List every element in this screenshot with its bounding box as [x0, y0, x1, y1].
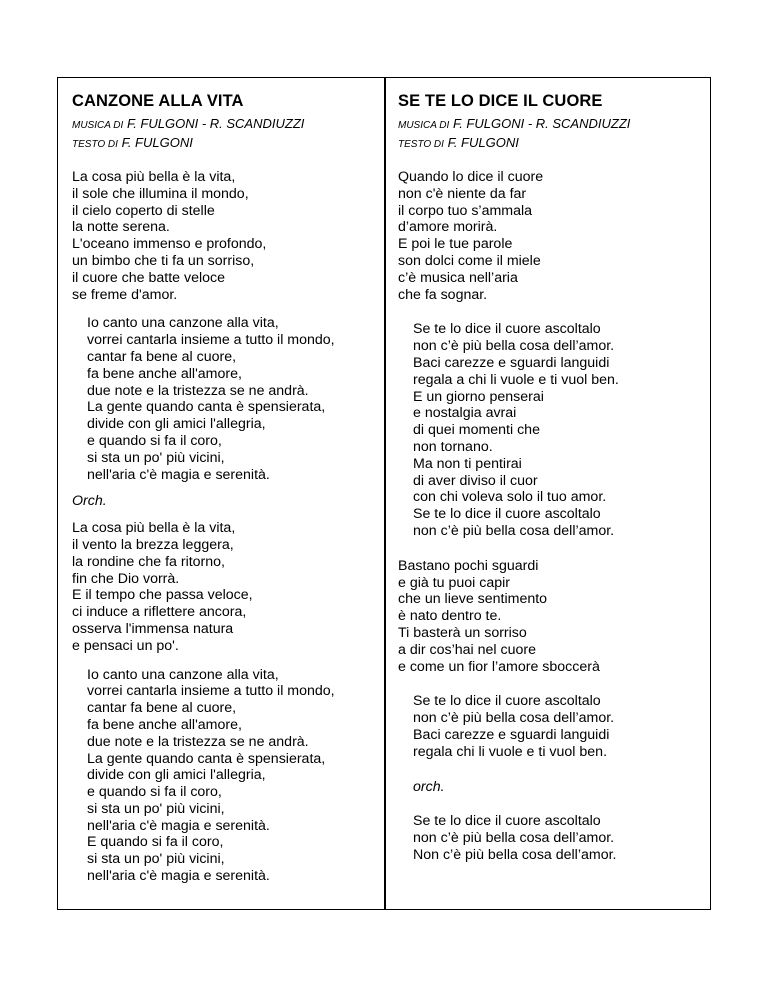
lyric-line: nell'aria c'è magia e serenità. — [87, 868, 270, 885]
verse-stanza — [72, 169, 377, 303]
lyric-line: e già tu puoi capir — [398, 574, 510, 591]
lyric-line: di aver diviso il cuor — [413, 472, 538, 489]
lyric-line: Quando lo dice il cuore — [398, 169, 544, 185]
music-credit-prefix: MUSICA DI — [72, 120, 124, 131]
lyric-line: divide con gli amici l'allegria, — [87, 416, 266, 433]
lyric-line: se freme d'amor. — [72, 286, 178, 303]
lyric-line: la notte serena. — [72, 219, 170, 236]
lyric-line: Se te lo dice il cuore ascoltalo — [413, 321, 601, 338]
lyric-line: di quei momenti che — [413, 422, 540, 439]
lyric-line: non c’è più bella cosa dell’amor. — [413, 830, 615, 847]
lyrics-credit — [72, 134, 377, 153]
lyric-line: e come un fior l’amore sboccerà — [398, 658, 600, 675]
lyric-line: due note e la tristezza se ne andrà. — [87, 733, 309, 750]
chorus-stanza — [398, 813, 703, 863]
lyric-line: Se te lo dice il cuore ascoltalo — [413, 506, 601, 523]
lyric-line: La gente quando canta è spensierata, — [87, 399, 326, 416]
lyric-line: che fa sognar. — [398, 286, 488, 303]
lyric-line: orch. — [413, 778, 445, 795]
lyric-line: Bastano pochi sguardi — [398, 557, 539, 574]
chorus-stanza — [72, 315, 377, 483]
lyric-line: vorrei cantarla insieme a tutto il mondo, — [87, 683, 335, 700]
lyric-line: non tornano. — [413, 438, 493, 455]
lyric-line: e quando si fa il coro, — [87, 432, 222, 449]
lyric-line: e pensaci un po'. — [72, 637, 179, 654]
lyric-line: e quando si fa il coro, — [87, 784, 222, 801]
music-credit-names: F. FULGONI - R. SCANDIUZZI — [126, 116, 305, 131]
lyric-line: non c’è più bella cosa dell’amor. — [413, 338, 615, 355]
lyric-line: nell'aria c'è magia e serenità. — [87, 817, 270, 834]
lyric-line: regala chi li vuole e ti vuol ben. — [413, 743, 608, 760]
lyric-line: Baci carezze e sguardi languidi — [413, 726, 610, 743]
music-credit — [398, 115, 703, 134]
orchestra-cue — [398, 779, 703, 796]
lyrics-credit — [398, 134, 703, 153]
lyric-line: il corpo tuo s’ammala — [398, 202, 533, 219]
song-title: CANZONE ALLA VITA — [72, 92, 244, 110]
lyric-line: è nato dentro te. — [398, 608, 502, 625]
lyric-line: cantar fa bene al cuore, — [87, 348, 237, 365]
lyric-line: ci induce a riflettere ancora, — [72, 604, 247, 621]
song-credits — [72, 115, 377, 153]
lyric-line: Se te lo dice il cuore ascoltalo — [413, 813, 601, 830]
lyrics-credit-prefix: TESTO DI — [398, 139, 444, 150]
lyric-line: si sta un po' più vicini, — [87, 851, 225, 868]
lyrics-body — [398, 169, 703, 864]
verse-stanza — [398, 169, 703, 303]
lyric-line: cantar fa bene al cuore, — [87, 700, 237, 717]
verse-stanza — [398, 558, 703, 676]
music-credit — [72, 115, 377, 134]
lyric-line: fin che Dio vorrà. — [72, 570, 180, 587]
lyric-line: E poi le tue parole — [398, 236, 513, 253]
lyric-line: fa bene anche all'amore, — [87, 716, 242, 733]
lyric-line: L'oceano immenso e profondo, — [72, 236, 267, 253]
lyric-line: Ma non ti pentirai — [413, 455, 522, 472]
lyric-line: che un lieve sentimento — [398, 591, 548, 608]
lyric-line: Ti basterà un sorriso — [398, 624, 527, 641]
music-credit-prefix: MUSICA DI — [398, 120, 450, 131]
lyric-line: d’amore morirà. — [398, 219, 498, 236]
lyrics-credit-prefix: TESTO DI — [72, 139, 118, 150]
lyric-line: fa bene anche all'amore, — [87, 365, 242, 382]
lyric-line: c’è musica nell’aria — [398, 269, 518, 286]
verse-stanza — [72, 520, 377, 654]
lyric-line: si sta un po' più vicini, — [87, 800, 225, 817]
song-credits — [398, 115, 703, 153]
music-credit-names: F. FULGONI - R. SCANDIUZZI — [452, 116, 631, 131]
lyric-line: Baci carezze e sguardi languidi — [413, 354, 610, 371]
lyric-line: Io canto una canzone alla vita, — [87, 315, 279, 332]
lyric-line: Non c’è più bella cosa dell’amor. — [413, 846, 617, 863]
lyric-line: E quando si fa il coro, — [87, 834, 224, 851]
lyric-line: con chi voleva solo il tuo amor. — [413, 489, 607, 506]
song-column-left — [72, 78, 377, 885]
lyric-line: Orch. — [72, 493, 107, 510]
song-sheet — [57, 77, 711, 910]
lyric-line: due note e la tristezza se ne andrà. — [87, 382, 309, 399]
lyric-line: nell'aria c'è magia e serenità. — [87, 466, 270, 483]
song-title: SE TE LO DICE IL CUORE — [398, 92, 603, 110]
lyric-line: non c'è niente da far — [398, 185, 527, 202]
column-divider — [384, 77, 386, 910]
lyric-line: e nostalgia avrai — [413, 405, 517, 422]
lyric-line: La gente quando canta è spensierata, — [87, 750, 326, 767]
lyric-line: il sole che illumina il mondo, — [72, 185, 249, 202]
lyric-line: son dolci come il miele — [398, 252, 541, 269]
lyric-line: La cosa più bella è la vita, — [72, 520, 236, 537]
lyric-line: non c’è più bella cosa dell’amor. — [413, 710, 615, 727]
lyric-line: non c’è più bella cosa dell’amor. — [413, 522, 615, 539]
lyric-line: Io canto una canzone alla vita, — [87, 666, 279, 683]
chorus-stanza — [398, 321, 703, 539]
orchestra-cue — [72, 493, 377, 510]
lyric-line: Se te lo dice il cuore ascoltalo — [413, 693, 601, 710]
lyric-line: regala a chi li vuole e ti vuol ben. — [413, 371, 619, 388]
chorus-stanza — [398, 693, 703, 760]
lyric-line: vorrei cantarla insieme a tutto il mondo, — [87, 332, 335, 349]
lyric-line: E un giorno penserai — [413, 388, 544, 405]
lyric-line: osserva l'immensa natura — [72, 620, 234, 637]
lyric-line: divide con gli amici l'allegria, — [87, 767, 266, 784]
lyric-line: La cosa più bella è la vita, — [72, 169, 236, 185]
lyrics-credit-names: F. FULGONI — [121, 135, 193, 150]
lyric-line: il vento la brezza leggera, — [72, 536, 234, 553]
lyric-line: E il tempo che passa veloce, — [72, 587, 253, 604]
lyrics-body — [72, 169, 377, 885]
lyric-line: a dir cos’hai nel cuore — [398, 641, 537, 658]
lyric-line: la rondine che fa ritorno, — [72, 553, 226, 570]
lyric-line: il cuore che batte veloce — [72, 269, 226, 286]
lyric-line: il cielo coperto di stelle — [72, 202, 215, 219]
song-column-right — [398, 78, 703, 864]
chorus-stanza — [72, 667, 377, 885]
lyric-line: si sta un po' più vicini, — [87, 449, 225, 466]
lyric-line: un bimbo che ti fa un sorriso, — [72, 252, 255, 269]
lyrics-credit-names: F. FULGONI — [447, 135, 519, 150]
